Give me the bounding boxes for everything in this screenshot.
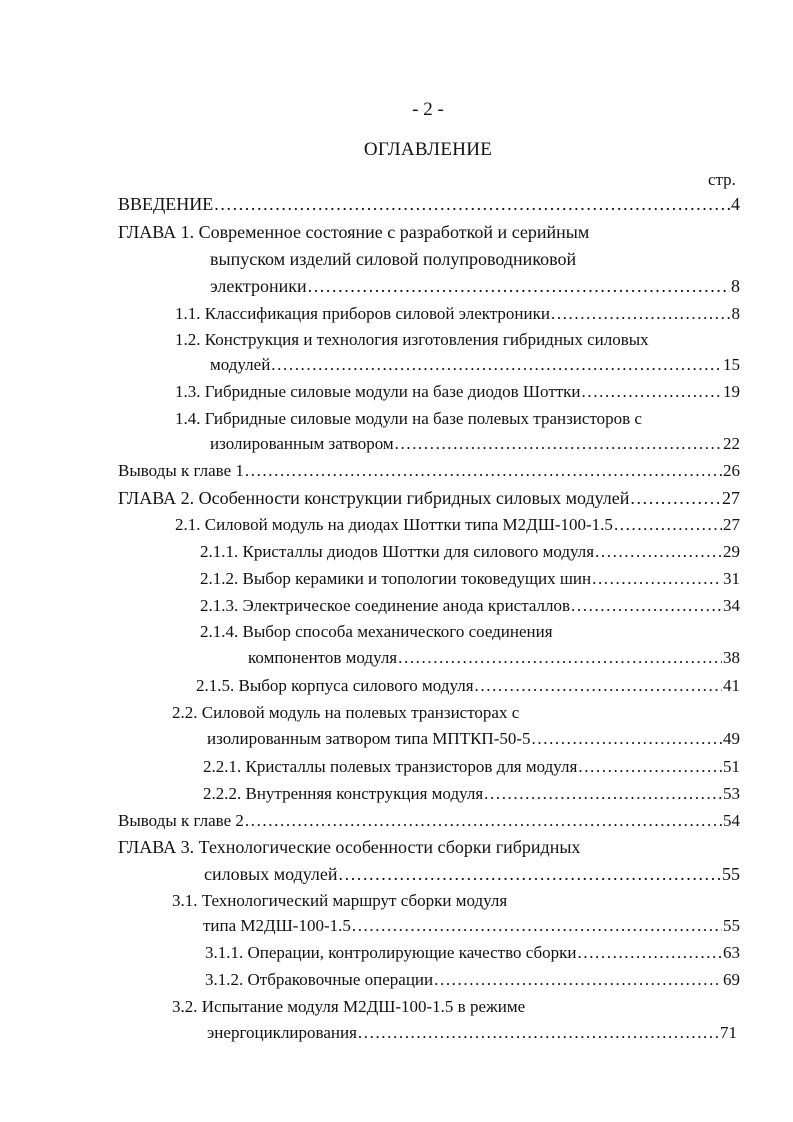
toc-leader-dots: [339, 862, 721, 886]
toc-entry-1-2-line-1[interactable]: 1.2. Конструкция и технология изготовления гибридных силовых: [175, 330, 649, 349]
toc-entry-chapter-1-line-2[interactable]: выпуском изделий силовой полупроводниковой: [210, 249, 577, 269]
toc-entry-2-2[interactable]: [207, 727, 740, 751]
toc-entry-2-1-1[interactable]: [200, 540, 740, 564]
toc-entry-1-1[interactable]: [175, 302, 740, 326]
toc-entry-page: 38: [723, 648, 740, 667]
toc-entry-text: модулей: [210, 355, 271, 374]
toc-entry-text: 3.1.1. Операции, контролирующие качество сборки: [205, 943, 577, 962]
toc-entry-2-2-line-1[interactable]: 2.2. Силовой модуль на полевых транзисторах с: [172, 703, 520, 722]
toc-entry-1-3[interactable]: [175, 380, 740, 404]
toc-leader-dots: [308, 274, 730, 298]
toc-entry-page: 26: [723, 461, 740, 480]
page-title: ОГЛАВЛЕНИЕ: [363, 139, 493, 160]
toc-leader-dots: [352, 914, 722, 938]
toc-entry-3-2-line-1[interactable]: 3.2. Испытание модуля М2ДШ-100-1.5 в режиме: [172, 997, 526, 1016]
toc-leader-dots: [571, 594, 722, 618]
toc-entry-2-2-1[interactable]: [203, 755, 740, 779]
toc-entry-text: 1.3. Гибридные силовые модули на базе диодов Шоттки: [175, 382, 581, 401]
toc-entry-text: изолированным затвором типа МПТКП-50-5: [207, 729, 531, 748]
toc-entry-2-1-2[interactable]: [200, 567, 740, 591]
toc-entry-page: 54: [723, 811, 740, 830]
toc-entry-page: 19: [723, 382, 740, 401]
toc-entry-page: 27: [723, 515, 740, 534]
toc-leader-dots: [358, 1021, 719, 1045]
toc-entry-page: 55: [722, 864, 740, 884]
toc-leader-dots: [271, 353, 722, 377]
toc-entry-text: 2.1.2. Выбор керамики и топологии токоведущих шин: [200, 569, 592, 588]
toc-entry-2-2-2[interactable]: [203, 782, 740, 806]
toc-leader-dots: [592, 567, 722, 591]
toc-entry-page: 69: [723, 970, 740, 989]
toc-entry-page: 4: [731, 194, 740, 214]
toc-entry-text: типа М2ДШ-100-1.5: [203, 916, 351, 935]
toc-entry-2-1-5[interactable]: [196, 674, 740, 698]
toc-entry-chapter-3[interactable]: [204, 862, 740, 886]
toc-entry-text: Выводы к главе 2: [118, 811, 244, 830]
toc-leader-dots: [532, 727, 722, 751]
toc-entry-page: 49: [723, 729, 740, 748]
toc-entry-page: 34: [723, 596, 740, 615]
toc-entry-text: ВВЕДЕНИЕ: [118, 194, 214, 214]
toc-entry-text: 1.1. Классификация приборов силовой электроники: [175, 304, 550, 323]
toc-leader-dots: [484, 782, 722, 806]
toc-entry-2-1[interactable]: [175, 513, 740, 537]
toc-entry-text: компонентов модуля: [248, 648, 398, 667]
toc-leader-dots: [582, 380, 722, 404]
toc-entry-text: 2.1.1. Кристаллы диодов Шоттки для силового модуля: [200, 542, 595, 561]
toc-entry-3-1-1[interactable]: [205, 941, 740, 965]
toc-entry-2-1-4[interactable]: [248, 646, 740, 670]
toc-leader-dots: [245, 809, 722, 833]
toc-entry-text: 2.1. Силовой модуль на диодах Шоттки типа М2ДШ-100-1.5: [175, 515, 613, 534]
toc-entry-text: энергоциклирования: [207, 1023, 357, 1042]
toc-entry-1-4-line-1[interactable]: 1.4. Гибридные силовые модули на базе полевых транзисторов с: [175, 409, 642, 428]
toc-leader-dots: [630, 486, 721, 510]
toc-entry-2-1-4-line-1[interactable]: 2.1.4. Выбор способа механического соединения: [200, 622, 553, 641]
toc-leader-dots: [245, 459, 722, 483]
toc-entry-1-4[interactable]: [210, 432, 740, 456]
toc-leader-dots: [475, 674, 722, 698]
toc-entry-page: 27: [722, 488, 740, 508]
page-column-label: стр.: [708, 170, 736, 189]
toc-entry-chapter-1-line-1[interactable]: ГЛАВА 1. Современное состояние с разработкой и серийным: [118, 222, 590, 242]
toc-entry-page: 41: [723, 676, 740, 695]
toc-entry-text: 2.2.1. Кристаллы полевых транзисторов для модуля: [203, 757, 578, 776]
toc-entry-3-2[interactable]: [207, 1021, 737, 1045]
toc-entry-chapter-1[interactable]: [210, 274, 740, 298]
toc-entry-3-1[interactable]: [203, 914, 740, 938]
toc-leader-dots: [595, 540, 722, 564]
toc-entry-1-2[interactable]: [210, 353, 740, 377]
toc-entry-3-1-line-1[interactable]: 3.1. Технологический маршрут сборки модуля: [172, 891, 508, 910]
toc-entry-2-1-3[interactable]: [200, 594, 740, 618]
toc-entry-page: 31: [723, 569, 740, 588]
toc-entry-conclusions-1[interactable]: [118, 459, 740, 483]
toc-entry-page: 8: [731, 276, 740, 296]
toc-entry-text: силовых модулей: [204, 864, 338, 884]
toc-entry-page: 63: [723, 943, 740, 962]
toc-leader-dots: [214, 192, 730, 216]
toc-entry-introduction[interactable]: [118, 192, 740, 216]
toc-entry-conclusions-2[interactable]: [118, 809, 740, 833]
toc-leader-dots: [395, 432, 722, 456]
toc-entry-chapter-3-line-1[interactable]: ГЛАВА 3. Технологические особенности сборки гибридных: [118, 837, 581, 857]
toc-entry-page: 29: [723, 542, 740, 561]
toc-entry-text: ГЛАВА 2. Особенности конструкции гибридных силовых модулей: [118, 488, 630, 508]
toc-entry-text: 2.2.2. Внутренняя конструкция модуля: [203, 784, 484, 803]
toc-entry-page: 51: [723, 757, 740, 776]
toc-leader-dots: [398, 646, 722, 670]
toc-leader-dots: [578, 755, 722, 779]
toc-entry-text: электроники: [210, 276, 307, 296]
toc-entry-text: Выводы к главе 1: [118, 461, 244, 480]
toc-leader-dots: [434, 968, 722, 992]
page-number: - 2 -: [412, 99, 444, 120]
toc-entry-chapter-2[interactable]: [118, 486, 740, 510]
toc-entry-text: 3.1.2. Отбраковочные операции: [205, 970, 434, 989]
toc-entry-page: 15: [723, 355, 740, 374]
toc-entry-text: 2.1.3. Электрическое соединение анода кристаллов: [200, 596, 571, 615]
toc-entry-page: 71: [720, 1023, 737, 1042]
toc-entry-text: 2.1.5. Выбор корпуса силового модуля: [196, 676, 474, 695]
toc-leader-dots: [551, 302, 731, 326]
toc-entry-text: изолированным затвором: [210, 434, 394, 453]
toc-entry-page: 22: [723, 434, 740, 453]
toc-entry-page: 53: [723, 784, 740, 803]
toc-entry-page: 8: [731, 304, 740, 323]
toc-leader-dots: [578, 941, 723, 965]
toc-entry-page: 55: [723, 916, 740, 935]
toc-entry-3-1-2[interactable]: [205, 968, 740, 992]
toc-leader-dots: [614, 513, 722, 537]
